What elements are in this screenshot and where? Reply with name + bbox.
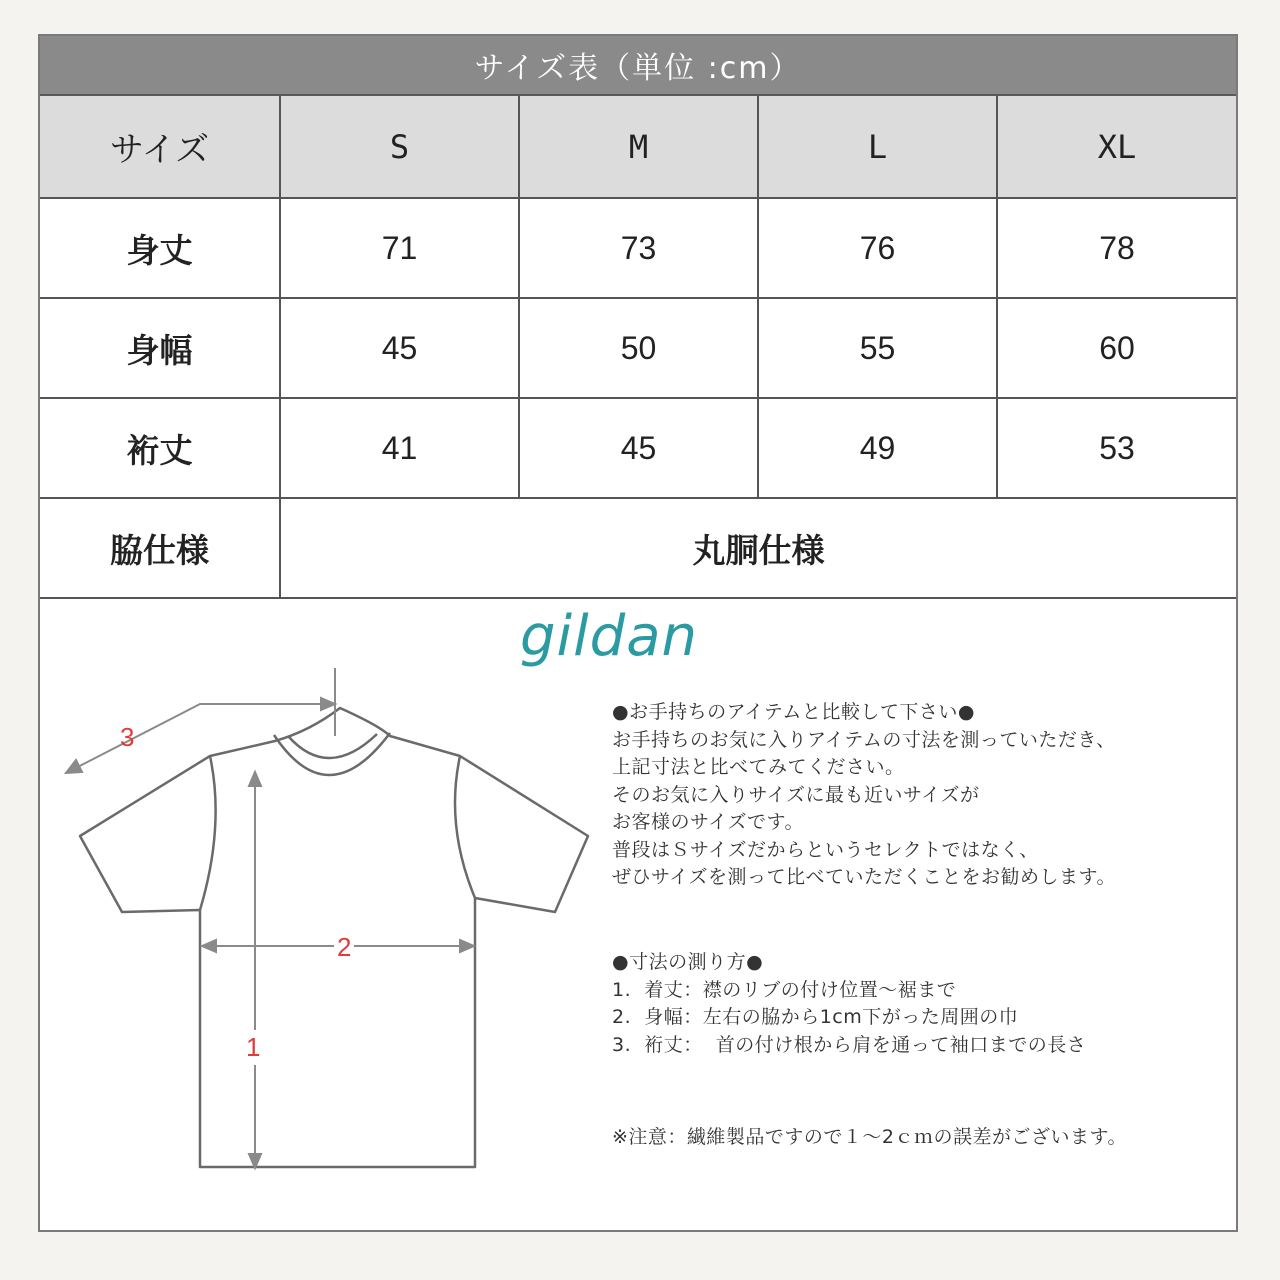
cell-value: 78	[997, 198, 1236, 298]
mark-3: 3	[120, 722, 135, 752]
cell-value: 60	[997, 298, 1236, 398]
cell-value: 49	[758, 398, 997, 498]
cell-value: 45	[280, 298, 519, 398]
mark-1: 1	[246, 1030, 260, 1065]
brand-handwritten: gildan	[520, 604, 699, 669]
row-label-length: 身丈	[40, 198, 280, 298]
size-header-label: サイズ	[40, 96, 280, 198]
compare-heading: ●お手持ちのアイテムと比較して下さい●	[612, 701, 975, 723]
sleeve-seam-left	[200, 756, 216, 910]
measure-notes	[612, 949, 1086, 1059]
measure-line: 1. 着丈：襟のリブの付け位置～裾まで	[612, 978, 957, 1001]
cell-value: 71	[280, 198, 519, 298]
row-label-width: 身幅	[40, 298, 280, 398]
compare-notes	[612, 699, 1116, 892]
compare-line: ぜひサイズを測って比べていただくことをお勧めします。	[612, 866, 1116, 888]
measure-line: 2. 身幅：左右の脇から1cm下がった周囲の巾	[612, 1006, 1019, 1028]
size-m-header: M	[519, 96, 758, 198]
compare-line: お客様のサイズです。	[612, 811, 804, 833]
size-l-header: L	[758, 96, 997, 198]
size-chart-sheet	[38, 34, 1238, 1232]
compare-line: 上記寸法と比べてみてください。	[612, 756, 905, 778]
cell-value: 53	[997, 398, 1236, 498]
cell-value: 73	[519, 198, 758, 298]
measure-line: 3. 裄丈： 首の付け根から肩を通って袖口までの長さ	[612, 1033, 1087, 1056]
row-label-side: 脇仕様	[40, 498, 280, 598]
caution-note: ※注意：繊維製品ですので１～2ｃｍの誤差がございます。	[612, 1126, 1127, 1148]
chart-title: サイズ表（単位 :cm）	[40, 36, 1236, 96]
cell-value: 76	[758, 198, 997, 298]
compare-line: お手持ちのお気に入りアイテムの寸法を測っていただき、	[612, 728, 1116, 751]
row-label-sleeve: 裄丈	[40, 398, 280, 498]
compare-line: 普段はＳサイズだからというセレクトではなく、	[612, 838, 1039, 861]
cell-value: 41	[280, 398, 519, 498]
cell-value: 45	[519, 398, 758, 498]
size-s-header: S	[280, 96, 519, 198]
mark-2: 2	[334, 932, 354, 963]
sleeve-seam-right	[455, 756, 475, 898]
measure-heading: ●寸法の測り方●	[612, 951, 764, 973]
compare-line: そのお気に入りサイズに最も近いサイズが	[612, 783, 980, 806]
size-xl-header: XL	[997, 96, 1236, 198]
side-spec-value: 丸胴仕様	[280, 498, 1236, 598]
cell-value: 50	[519, 298, 758, 398]
cell-value: 55	[758, 298, 997, 398]
tshirt-collar-inner	[288, 734, 377, 758]
